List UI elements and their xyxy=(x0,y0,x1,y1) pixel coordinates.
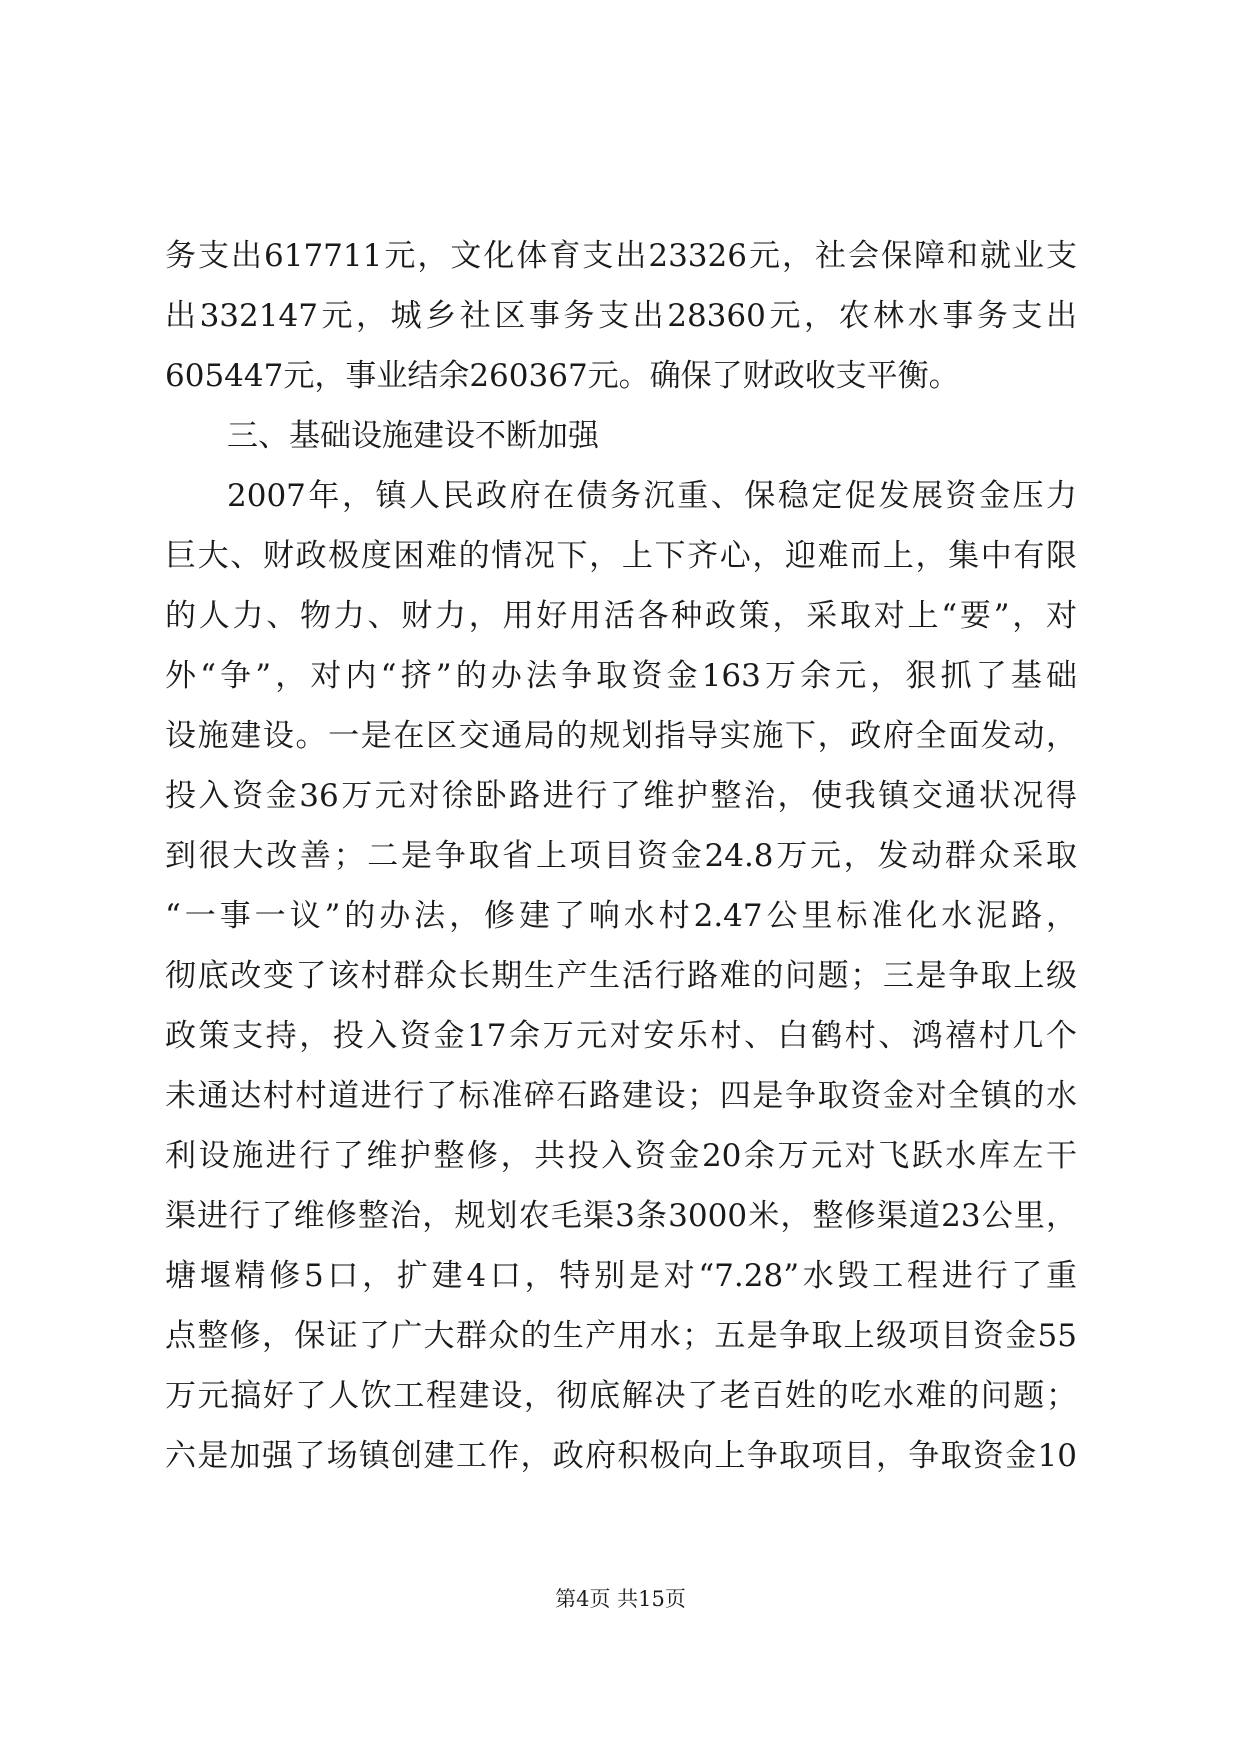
text-line: 彻底改变了该村群众长期生产生活行路难的问题；三是争取上级 xyxy=(165,958,1077,994)
text-line: 投入资金36万元对徐卧路进行了维护整治，使我镇交通状况得 xyxy=(165,778,1077,814)
text-line: 未通达村村道进行了标准碎石路建设；四是争取资金对全镇的水 xyxy=(165,1078,1077,1114)
text-line: 务支出617711元，文化体育支出23326元，社会保障和就业支 xyxy=(165,238,1077,274)
text-line: 渠进行了维修整治，规划农毛渠3条3000米，整修渠道23公里， xyxy=(165,1198,1077,1234)
text-line: 六是加强了场镇创建工作，政府积极向上争取项目，争取资金10 xyxy=(165,1438,1077,1474)
text-line: 点整修，保证了广大群众的生产用水；五是争取上级项目资金55 xyxy=(165,1318,1077,1354)
text-line: 塘堰精修5口，扩建4口，特别是对“7.28”水毁工程进行了重 xyxy=(165,1258,1077,1294)
text-line: 政策支持，投入资金17余万元对安乐村、白鹤村、鸿禧村几个 xyxy=(165,1018,1077,1054)
section-heading: 三、基础设施建设不断加强 xyxy=(227,418,599,454)
text-line: 到很大改善；二是争取省上项目资金24.8万元，发动群众采取 xyxy=(165,838,1077,874)
document-body xyxy=(165,226,1077,1486)
text-line: 的人力、物力、财力，用好用活各种政策，采取对上“要”，对 xyxy=(165,598,1077,634)
text-line: 设施建设。一是在区交通局的规划指导实施下，政府全面发动， xyxy=(165,718,1077,754)
page-number-footer: 第4页 共15页 xyxy=(555,1587,686,1611)
text-line: 605447元，事业结余260367元。确保了财政收支平衡。 xyxy=(165,358,960,394)
text-line: 出332147元，城乡社区事务支出28360元，农林水事务支出 xyxy=(165,298,1077,334)
text-line: 巨大、财政极度困难的情况下，上下齐心，迎难而上，集中有限 xyxy=(165,538,1077,574)
text-line: 利设施进行了维护整修，共投入资金20余万元对飞跃水库左干 xyxy=(165,1138,1077,1174)
text-line: 2007年，镇人民政府在债务沉重、保稳定促发展资金压力 xyxy=(227,478,1077,514)
text-line: “一事一议”的办法，修建了响水村2.47公里标准化水泥路， xyxy=(165,898,1077,934)
text-line: 万元搞好了人饮工程建设，彻底解决了老百姓的吃水难的问题； xyxy=(165,1378,1077,1414)
text-line: 外“争”，对内“挤”的办法争取资金163万余元，狠抓了基础 xyxy=(165,658,1077,694)
